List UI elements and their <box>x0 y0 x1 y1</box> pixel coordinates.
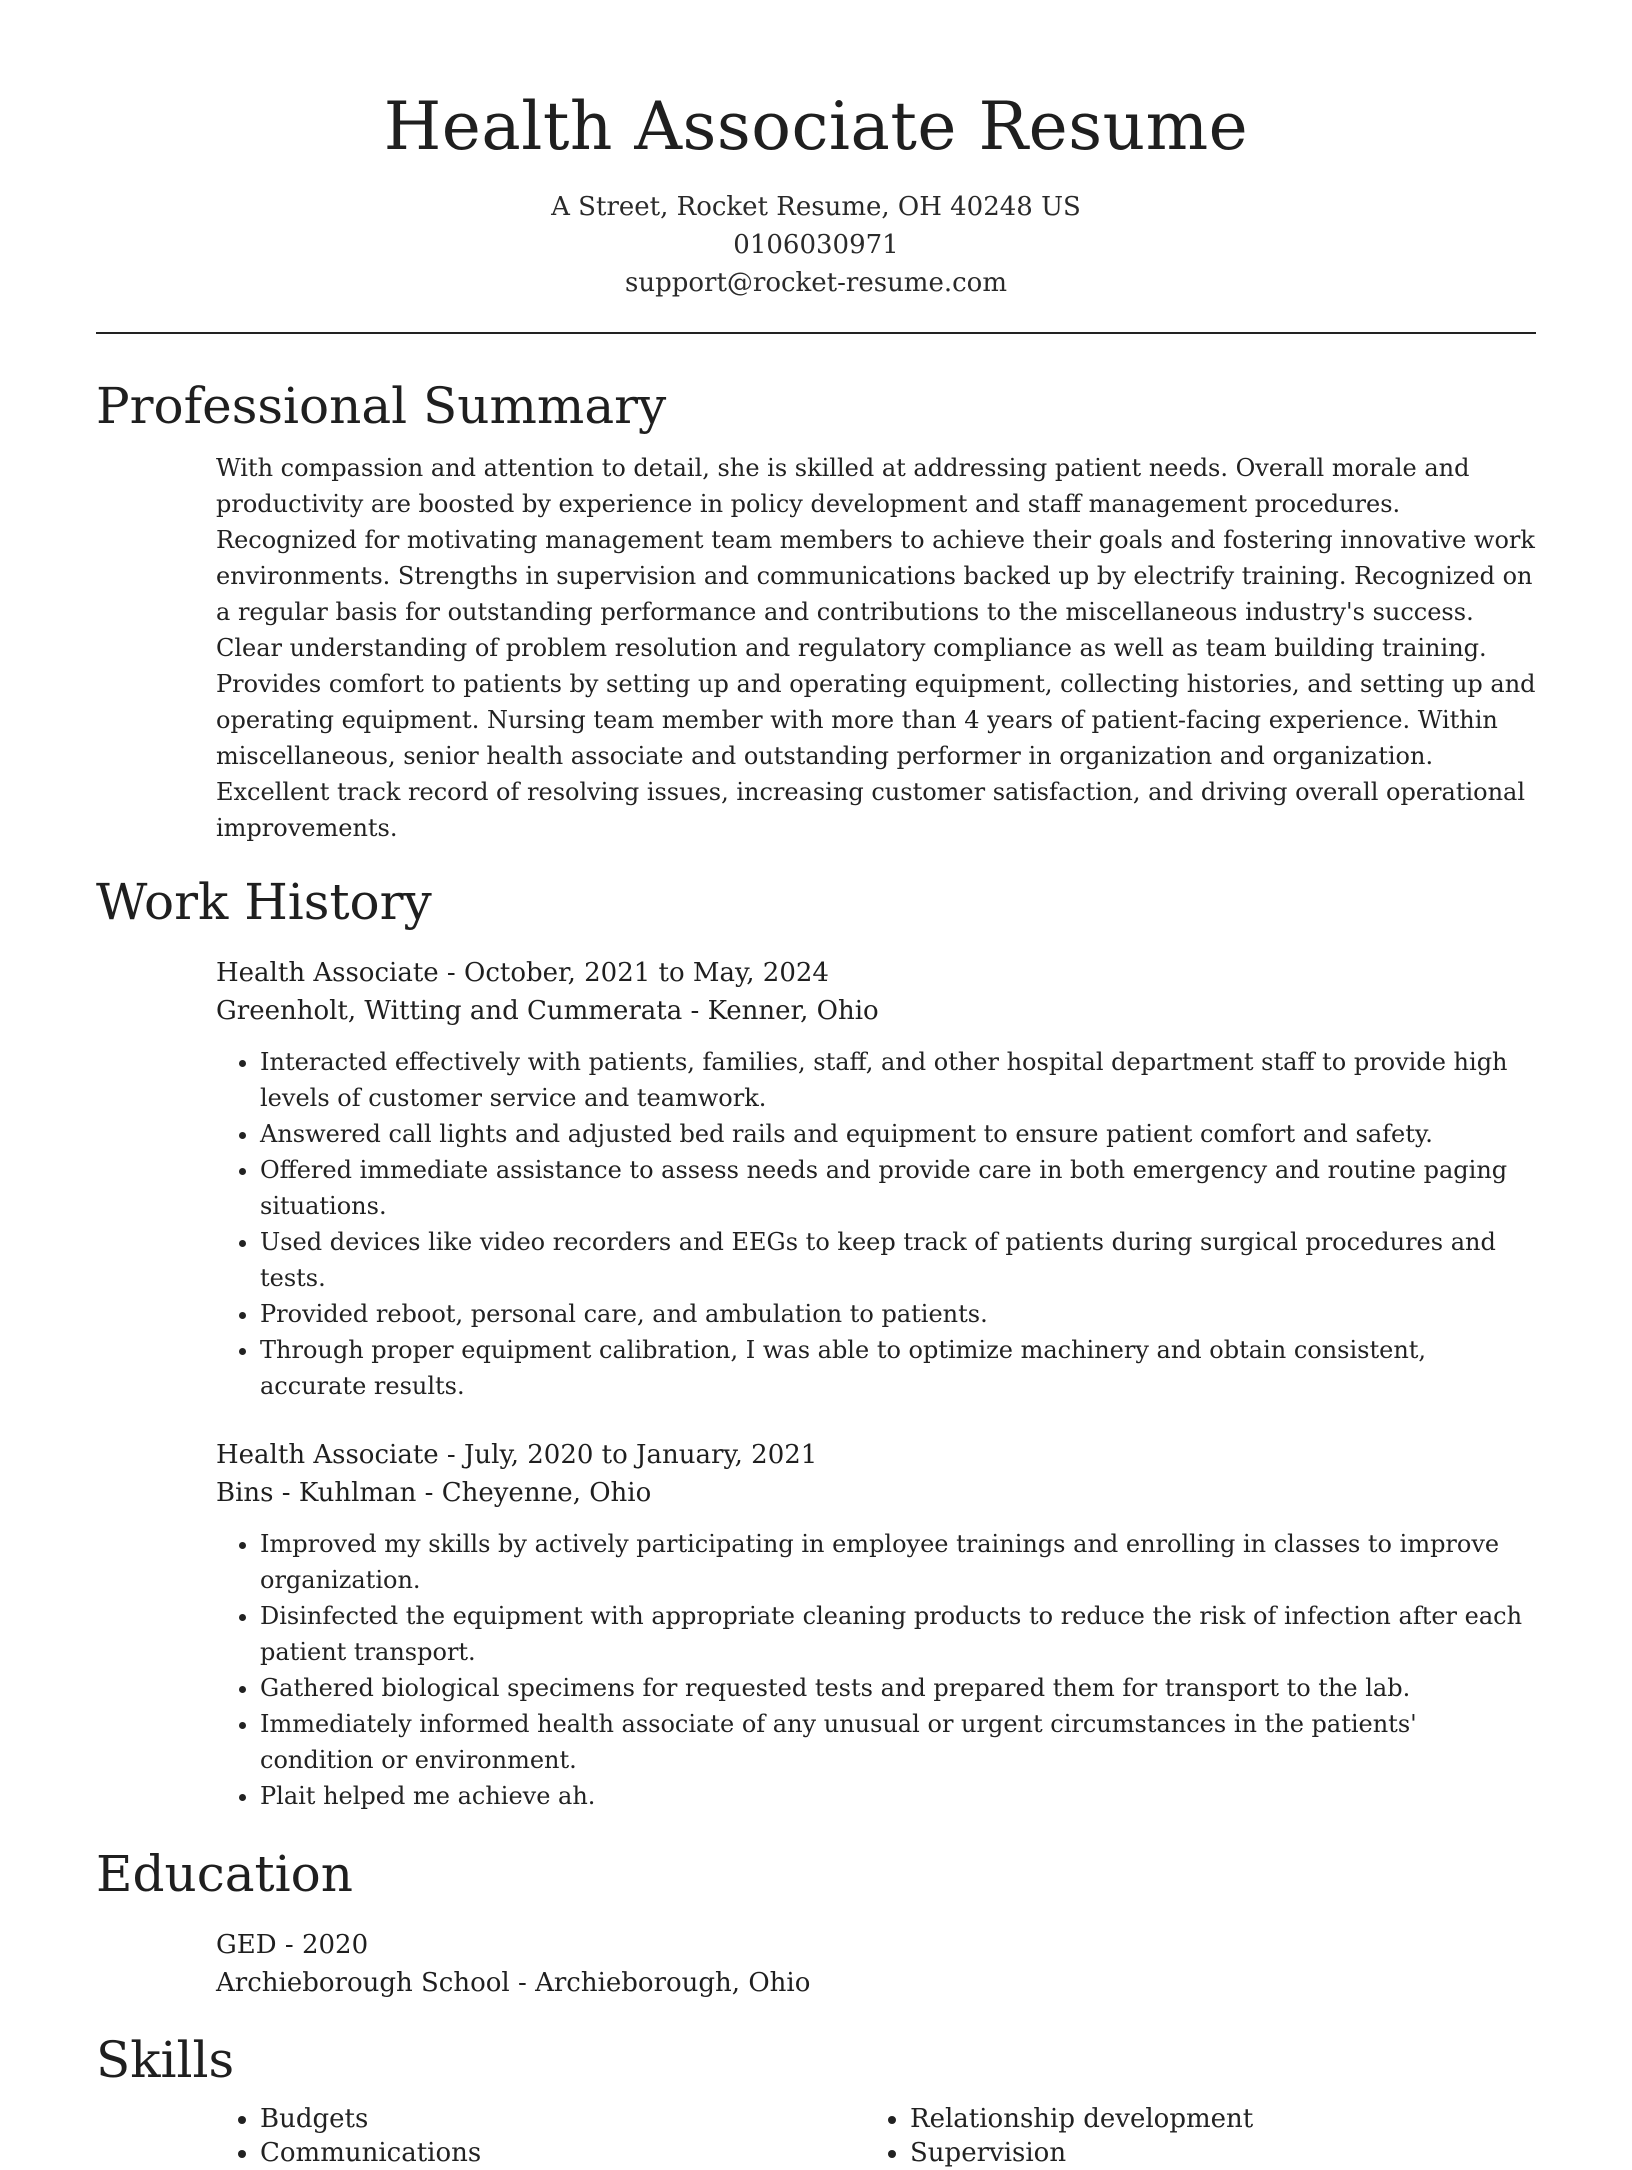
education-school: Archieborough School <box>216 1968 510 1998</box>
job-position: Health Associate <box>216 958 439 988</box>
contact-phone: 0106030971 <box>733 230 899 260</box>
job-company: Bins - Kuhlman <box>216 1478 417 1508</box>
job-dates: July, 2020 to January, 2021 <box>464 1440 818 1470</box>
section-title-education: Education <box>96 1845 353 1903</box>
job-location: Kenner, Ohio <box>707 996 879 1026</box>
job-dates: October, 2021 to May, 2024 <box>464 958 829 988</box>
job-duty-item: • Answered call lights and adjusted bed rails and equipment to ensure patient comfort and safety. <box>260 1116 1536 1152</box>
separator: - <box>276 1930 302 1960</box>
education-entry <box>216 1926 1536 2002</box>
section-title-summary: Professional Summary <box>96 377 667 435</box>
skill-item: • Supervision <box>910 2136 1516 2170</box>
skills-list <box>216 2102 866 2170</box>
section-title-work-history: Work History <box>96 873 432 931</box>
work-history-section <box>96 870 1536 1814</box>
education-school-line <box>216 1964 1536 2002</box>
summary-text: With compassion and attention to detail, she is skilled at addressing patient needs. Overall morale and productivity are boosted by experience in policy development and staff management procedures. Recognized for motivating management team members to achieve their goals and fostering innovative work environments. Strengths in supervision and communications backed up by electrify training. Recognized on a regular basis for outstanding performance and contributions to the miscellaneous industry's success. Clear understanding of problem resolution and regulatory compliance as well as team building training. Provides comfort to patients by setting up and operating equipment, collecting histories, and setting up and operating equipment. Nursing team member with more than 4 years of patient-facing experience. Within miscellaneous, senior health associate and outstanding performer in organization and organization. Excellent track record of resolving issues, increasing customer satisfaction, and driving overall operational improvements. <box>216 454 1536 842</box>
job-duty-item: • Disinfected the equipment with appropriate cleaning products to reduce the risk of infection after each patient transport. <box>260 1598 1536 1670</box>
resume-name: Health Associate Resume <box>383 88 1249 165</box>
resume-header <box>96 0 1536 302</box>
job-position: Health Associate <box>216 1440 439 1470</box>
job-entry <box>216 1436 1536 1814</box>
education-degree: GED <box>216 1930 277 1960</box>
skills-grid <box>216 2102 1536 2170</box>
job-duty-item: • Interacted effectively with patients, families, staff, and other hospital department staff to provide high levels of customer service and teamwork. <box>260 1044 1536 1116</box>
job-company-line <box>216 992 1536 1030</box>
separator: - <box>416 1478 442 1508</box>
resume-page <box>96 0 1536 2170</box>
header-divider <box>96 332 1536 334</box>
job-title-line <box>216 954 1536 992</box>
section-title-skills: Skills <box>96 2031 235 2089</box>
job-duty-item: • Through proper equipment calibration, I was able to optimize machinery and obtain consistent, accurate results. <box>260 1332 1536 1404</box>
skills-list <box>866 2102 1516 2170</box>
separator: - <box>509 1968 536 1998</box>
education-section <box>96 1842 1536 2002</box>
professional-summary-section <box>96 374 1536 846</box>
job-duty-item: • Provided reboot, personal care, and ambulation to patients. <box>260 1296 1536 1332</box>
job-duties-list <box>216 1044 1536 1404</box>
job-duty-item: • Plait helped me achieve ah. <box>260 1778 1536 1814</box>
job-duties-list <box>216 1526 1536 1814</box>
job-company-line <box>216 1474 1536 1512</box>
job-duty-item: • Offered immediate assistance to assess needs and provide care in both emergency and routine paging situations. <box>260 1152 1536 1224</box>
contact-email[interactable]: support@rocket-resume.com <box>624 268 1007 298</box>
contact-address: A Street, Rocket Resume, OH 40248 US <box>551 192 1081 222</box>
job-duty-item: • Used devices like video recorders and EEGs to keep track of patients during surgical procedures and tests. <box>260 1224 1536 1296</box>
contact-info <box>96 188 1536 302</box>
job-duty-item: • Gathered biological specimens for requested tests and prepared them for transport to the lab. <box>260 1670 1536 1706</box>
separator: - <box>682 996 708 1026</box>
job-location: Cheyenne, Ohio <box>441 1478 652 1508</box>
job-duty-item: • Immediately informed health associate of any unusual or urgent circumstances in the patients' condition or environment. <box>260 1706 1536 1778</box>
separator: - <box>438 1440 464 1470</box>
skills-column-right <box>866 2102 1516 2170</box>
skill-item: • Relationship development <box>910 2102 1516 2136</box>
skills-column-left <box>216 2102 866 2170</box>
skill-item: • Communications <box>260 2136 866 2170</box>
education-location: Archieborough, Ohio <box>535 1968 811 1998</box>
separator: - <box>438 958 464 988</box>
job-duty-item: • Improved my skills by actively participating in employee trainings and enrolling in classes to improve organization. <box>260 1526 1536 1598</box>
job-entry <box>216 954 1536 1404</box>
education-year: 2020 <box>301 1930 369 1960</box>
skill-item: • Budgets <box>260 2102 866 2136</box>
skills-section <box>96 2028 1536 2170</box>
job-title-line <box>216 1436 1536 1474</box>
job-company: Greenholt, Witting and Cummerata <box>216 996 683 1026</box>
education-degree-line <box>216 1926 1536 1964</box>
